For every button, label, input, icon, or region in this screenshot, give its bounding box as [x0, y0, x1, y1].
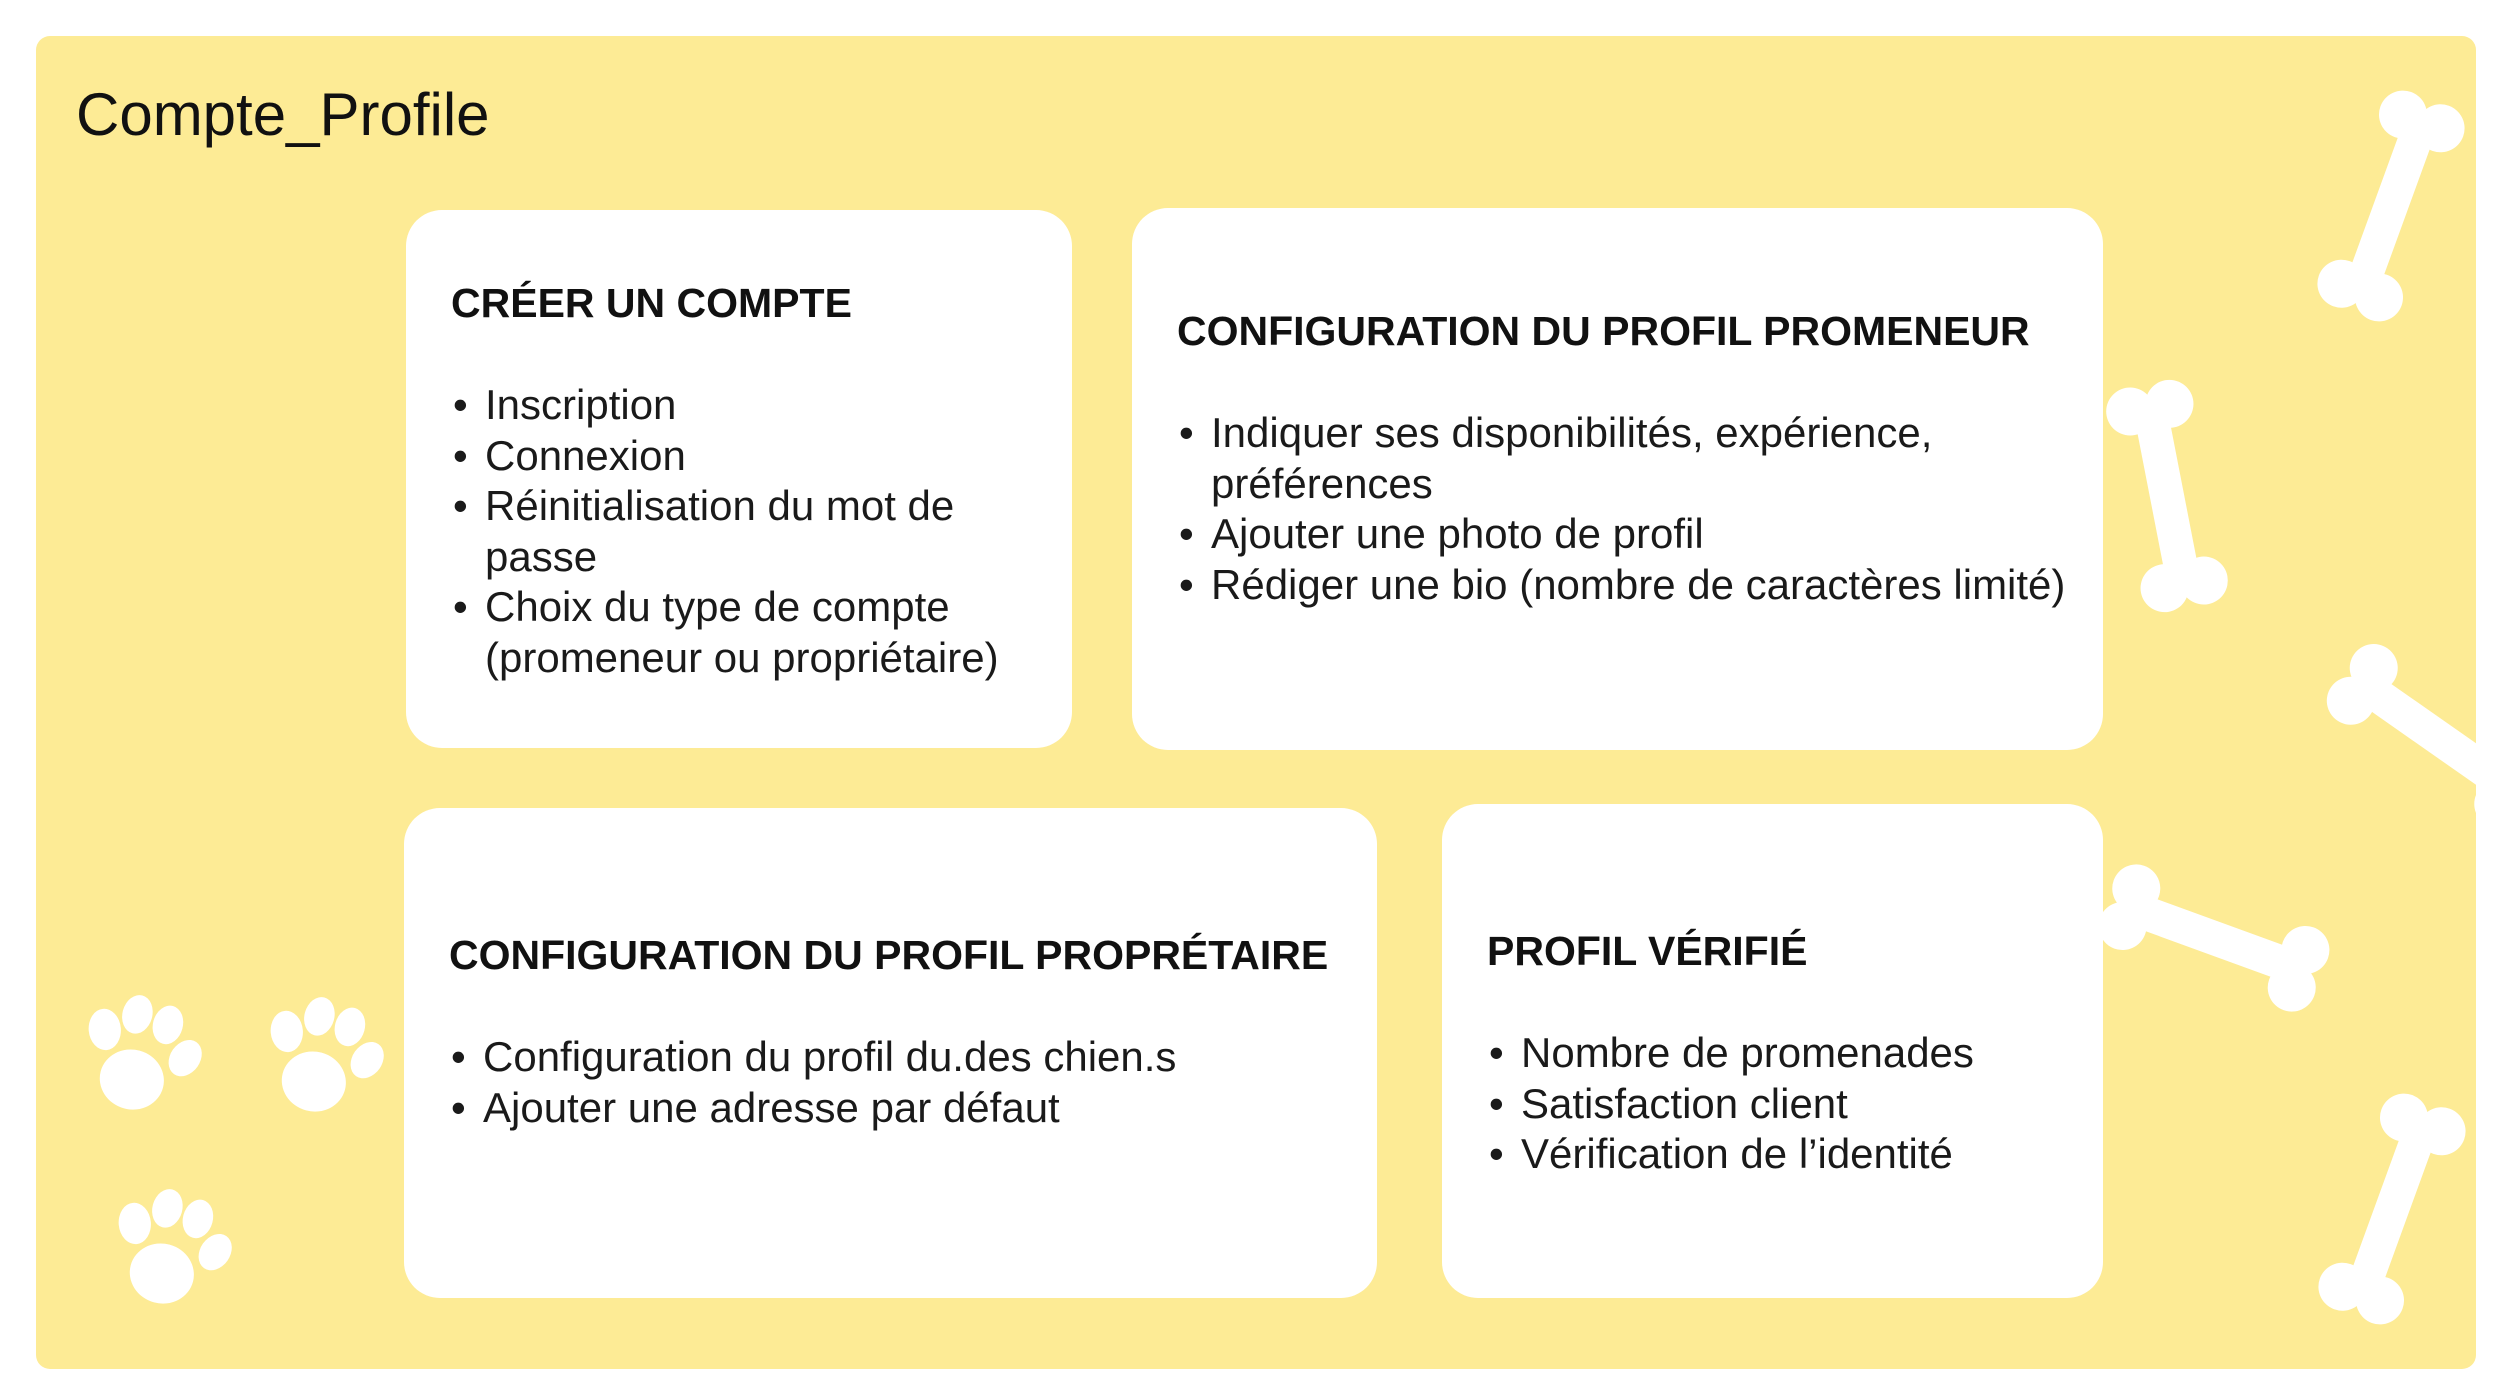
board	[36, 36, 2476, 1369]
card-title: CRÉER UN COMPTE	[451, 280, 852, 326]
list-item: • Ajouter une photo de profil	[1177, 509, 2083, 560]
list-item: • Nombre de promenades	[1487, 1028, 2083, 1079]
card-creer-compte	[406, 210, 1072, 748]
card-title: CONFIGURATION DU PROFIL PROPRÉTAIRE	[449, 932, 1329, 978]
bone-icon	[2312, 1087, 2473, 1331]
card-list	[449, 1032, 1357, 1133]
card-list	[451, 380, 1052, 683]
card-profil-proprietaire	[404, 808, 1377, 1298]
bone-icon	[2311, 84, 2472, 328]
card-profil-promeneur	[1132, 208, 2103, 750]
bone-icon	[2102, 376, 2232, 617]
list-item: • Indiquer ses disponibilités, expérience, préférences	[1177, 408, 2083, 509]
list-item: • Satisfaction client	[1487, 1079, 2083, 1130]
list-item: • Vérification de l’identité	[1487, 1129, 2083, 1180]
paw-icon	[95, 1177, 248, 1320]
list-item: • Rédiger une bio (nombre de caractères limité)	[1177, 560, 2083, 611]
bone-icon	[2317, 635, 2476, 838]
list-item: • Choix du type de compte (promeneur ou propriétaire)	[451, 582, 1052, 683]
list-item: • Réinitialisation du mot de passe	[451, 481, 1052, 582]
paw-icon	[65, 983, 218, 1126]
bone-icon	[2092, 858, 2336, 1019]
card-title: CONFIGURATION DU PROFIL PROMENEUR	[1177, 308, 2030, 354]
list-item: • Connexion	[451, 431, 1052, 482]
card-list	[1177, 408, 2083, 610]
list-item: • Configuration du profil du.des chien.s	[449, 1032, 1357, 1083]
list-item: • Ajouter une adresse par défaut	[449, 1083, 1357, 1134]
card-list	[1487, 1028, 2083, 1180]
paw-icon	[247, 985, 400, 1128]
card-profil-verifie	[1442, 804, 2103, 1298]
board-title: Compte_Profile	[76, 81, 490, 148]
card-title: PROFIL VÉRIFIÉ	[1487, 928, 1808, 974]
list-item: • Inscription	[451, 380, 1052, 431]
